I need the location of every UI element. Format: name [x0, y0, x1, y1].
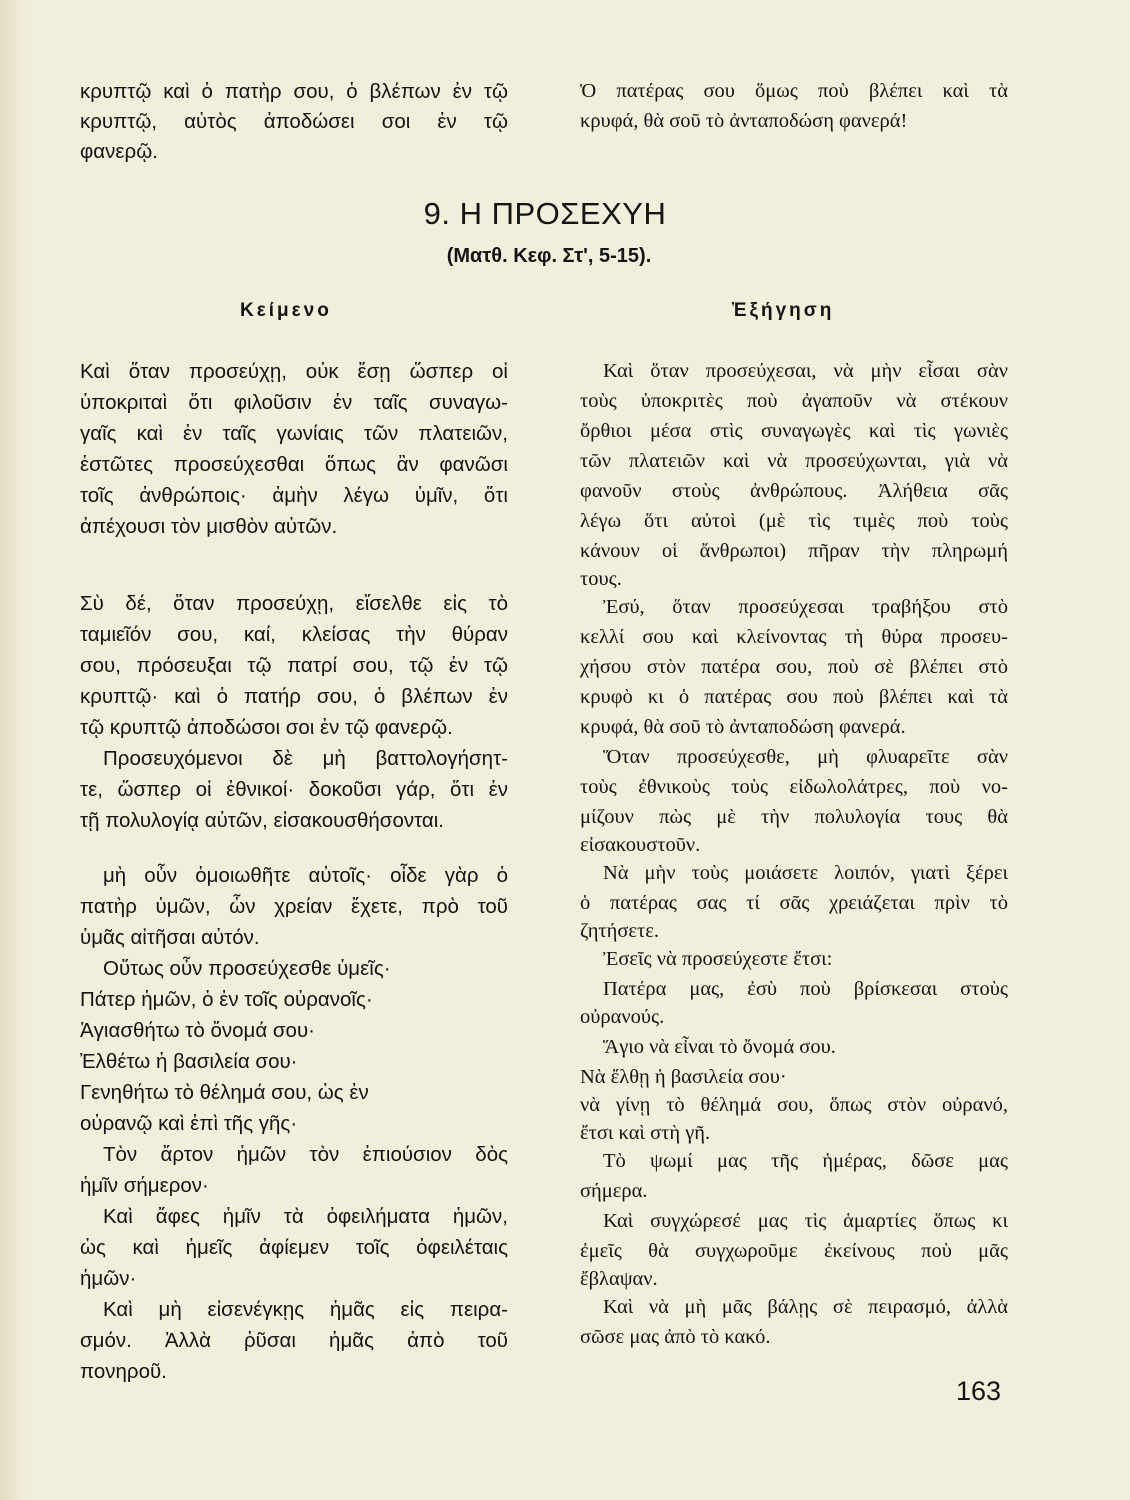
text-line: εἰσακουστοῦν. [580, 834, 701, 856]
text-line: Τὸν ἄρτον ἡμῶν τὸν ἐπιούσιον δὸς [103, 1143, 508, 1166]
text-line: σμόν. Ἀλλὰ ῥῦσαι ἡμᾶς ἀπὸ τοῦ [80, 1329, 508, 1352]
text-line: Ἐσύ, ὅταν προσεύχεσαι τραβήξου στὸ [603, 596, 1008, 618]
text-line: ὡς καὶ ἡμεῖς ἀφίεμεν τοῖς ὀφειλέταις [80, 1236, 508, 1259]
text-line: Καὶ ὅταν προσεύχῃ, οὐκ ἔσῃ ὥσπερ οἱ [80, 360, 508, 383]
text-line: Νὰ μὴν τοὺς μοιάσετε λοιπόν, γιατὶ ξέρει [603, 862, 1008, 884]
text-line: κρυφά, θὰ σοῦ τὸ ἀνταποδώση φανερά. [580, 716, 906, 738]
text-line: κρυπτῷ καὶ ὁ πατὴρ σου, ὁ βλέπων ἐν τῷ [80, 80, 508, 103]
text-line: τοῖς ἀνθρώποις· ἀμὴν λέγω ὑμῖν, ὅτι [80, 484, 508, 507]
text-line: ἡμῖν σήμερον· [80, 1174, 209, 1197]
text-line: οὐρανούς. [580, 1006, 665, 1028]
text-line: ἑστῶτες προσεύχεσθαι ὅπως ἂν φανῶσι [80, 453, 508, 476]
text-line: λέγω ὅτι αὐτοὶ (μὲ τὶς τιμὲς ποὺ τοὺς [580, 510, 1008, 532]
text-line: νὰ γίνῃ τὸ θέλημά σου, ὅπως στὸν οὐρανό, [580, 1094, 1008, 1116]
text-line: φανοῦν στοὺς ἀνθρώπους. Ἀλήθεια σᾶς [580, 480, 1008, 502]
text-line: ἐμεῖς θὰ συγχωροῦμε ἐκείνους ποὺ μᾶς [580, 1240, 1008, 1262]
text-line: Πατέρα μας, ἐσὺ ποὺ βρίσκεσαι στοὺς [603, 978, 1008, 1000]
text-line: σῶσε μας ἀπὸ τὸ κακό. [580, 1326, 771, 1348]
text-line: τῷ κρυπτῷ ἀποδώσοι σοι ἐν τῷ φανερῷ. [80, 716, 453, 739]
text-line: ὁ πατέρας σας τί σᾶς χρειάζεται πρὶν τὸ [580, 892, 1008, 914]
text-line: Οὕτως οὖν προσεύχεσθε ὑμεῖς· [103, 957, 391, 980]
explanation-column-header: Ἐξήγηση [732, 300, 835, 321]
text-line: Καὶ νὰ μὴ μᾶς βάλῃς σὲ πειρασμό, ἀλλὰ [603, 1296, 1008, 1318]
text-line: Νὰ ἔλθῃ ἡ βασιλεία σου· [580, 1066, 787, 1088]
text-line: Καὶ μὴ εἰσενέγκῃς ἡμᾶς εἰς πειρα- [103, 1298, 508, 1321]
text-line: ὑποκριταὶ ὅτι φιλοῦσιν ἐν ταῖς συναγω- [80, 391, 508, 414]
text-line: φανερῷ. [80, 140, 158, 163]
page-number: 163 [956, 1376, 1002, 1406]
text-line: πονηροῦ. [80, 1360, 167, 1383]
section-title: 9. Η ΠΡΟΣΕΧΥΗ [423, 196, 667, 231]
text-line: Καὶ συγχώρεσέ μας τὶς ἁμαρτίες ὅπως κι [603, 1210, 1008, 1232]
text-line: τῶν πλατειῶν καὶ νὰ προσεύχωνται, γιὰ νὰ [580, 450, 1008, 472]
text-line: Καὶ ἄφες ἡμῖν τὰ ὀφειλήματα ἡμῶν, [103, 1205, 508, 1228]
text-line: σου, πρόσευξαι τῷ πατρί σου, τῷ ἐν τῷ [80, 654, 508, 677]
text-line: Προσευχόμενοι δὲ μὴ βαττολογήσητ- [103, 747, 508, 770]
text-line: ὑμᾶς αἰτῆσαι αὐτόν. [80, 926, 260, 949]
text-line: ἔβλαψαν. [580, 1268, 658, 1290]
text-line: Καὶ ὅταν προσεύχεσαι, νὰ μὴν εἶσαι σὰν [603, 360, 1008, 382]
text-line: Γενηθήτω τὸ θέλημά σου, ὡς ἐν [80, 1081, 369, 1104]
text-line: τῇ πολυλογίᾳ αὐτῶν, εἰσακουσθήσονται. [80, 809, 445, 832]
text-line: τους. [580, 568, 622, 590]
text-line: ἔτσι καὶ στὴ γῆ. [580, 1122, 711, 1144]
section-reference: (Ματθ. Κεφ. Στ', 5-15). [446, 245, 652, 267]
text-line: πατὴρ ὑμῶν, ὧν χρείαν ἔχετε, πρὸ τοῦ [80, 895, 508, 918]
text-line: κελλί σου καὶ κλείνοντας τὴ θύρα προσευ- [580, 626, 1008, 648]
text-line: ὄρθιοι μέσα στὶς συναγωγὲς καὶ τὶς γωνιὲς [580, 420, 1008, 442]
text-line: κρυφά, θὰ σοῦ τὸ ἀνταποδώση φανερά! [580, 110, 908, 132]
text-line: χήσου στὸν πατέρα σου, ποὺ σὲ βλέπει στὸ [580, 656, 1008, 678]
text-line: Σὺ δέ, ὅταν προσεύχῃ, εἴσελθε εἰς τὸ [80, 592, 508, 615]
text-line: ταμιεῖόν σου, καί, κλείσας τὴν θύραν [80, 623, 508, 646]
text-line: ἡμῶν· [80, 1267, 137, 1290]
text-line: γαῖς καὶ ἐν ταῖς γωνίαις τῶν πλατειῶν, [80, 422, 508, 445]
text-line: Πάτερ ἡμῶν, ὁ ἐν τοῖς οὐρανοῖς· [80, 988, 373, 1011]
text-line: ζητήσετε. [580, 920, 659, 942]
text-line: τοὺς ὑποκριτὲς ποὺ ἀγαποῦν νὰ στέκουν [580, 390, 1008, 412]
text-line: Ἐσεῖς νὰ προσεύχεστε ἔτσι: [603, 948, 833, 970]
text-line: κρυπτῷ· καὶ ὁ πατήρ σου, ὁ βλέπων ἐν [80, 685, 508, 708]
text-line: κρυφὸ κι ὁ πατέρας σου ποὺ βλέπει καὶ τὰ [580, 686, 1008, 708]
text-line: κάνουν οἱ ἄνθρωποι) πῆραν τὴν πληρωμή [580, 540, 1008, 562]
text-line: τε, ὥσπερ οἱ ἐθνικοί· δοκοῦσι γάρ, ὅτι ἐν [80, 778, 508, 801]
text-line: σήμερα. [580, 1180, 648, 1202]
text-line: τοὺς ἐθνικοὺς τοὺς εἰδωλολάτρες, ποὺ νο- [580, 776, 1008, 798]
text-line: Ἐλθέτω ἡ βασιλεία σου· [80, 1050, 298, 1073]
text-line: μίζουν πὼς μὲ τὴν πολυλογία τους θὰ [580, 806, 1008, 828]
text-line: Ὁ πατέρας σου ὅμως ποὺ βλέπει καὶ τὰ [580, 80, 1008, 102]
text-line: Ἅγιο νὰ εἶναι τὸ ὄνομά σου. [603, 1036, 836, 1058]
text-line: Τὸ ψωμί μας τῆς ἡμέρας, δῶσε μας [603, 1150, 1008, 1172]
text-line: μὴ οὖν ὁμοιωθῆτε αὐτοῖς· οἶδε γὰρ ὁ [103, 864, 508, 887]
text-column-header: Κείμενο [240, 300, 332, 321]
text-line: κρυπτῷ, αὐτὸς ἀποδώσει σοι ἐν τῷ [80, 110, 508, 133]
text-line: Ὅταν προσεύχεσθε, μὴ φλυαρεῖτε σὰν [603, 746, 1008, 768]
text-line: ἀπέχουσι τὸν μισθὸν αὐτῶν. [80, 515, 338, 538]
text-line: Ἁγιασθήτω τὸ ὄνομά σου· [80, 1019, 315, 1042]
text-line: οὐρανῷ καὶ ἐπὶ τῆς γῆς· [80, 1112, 298, 1135]
